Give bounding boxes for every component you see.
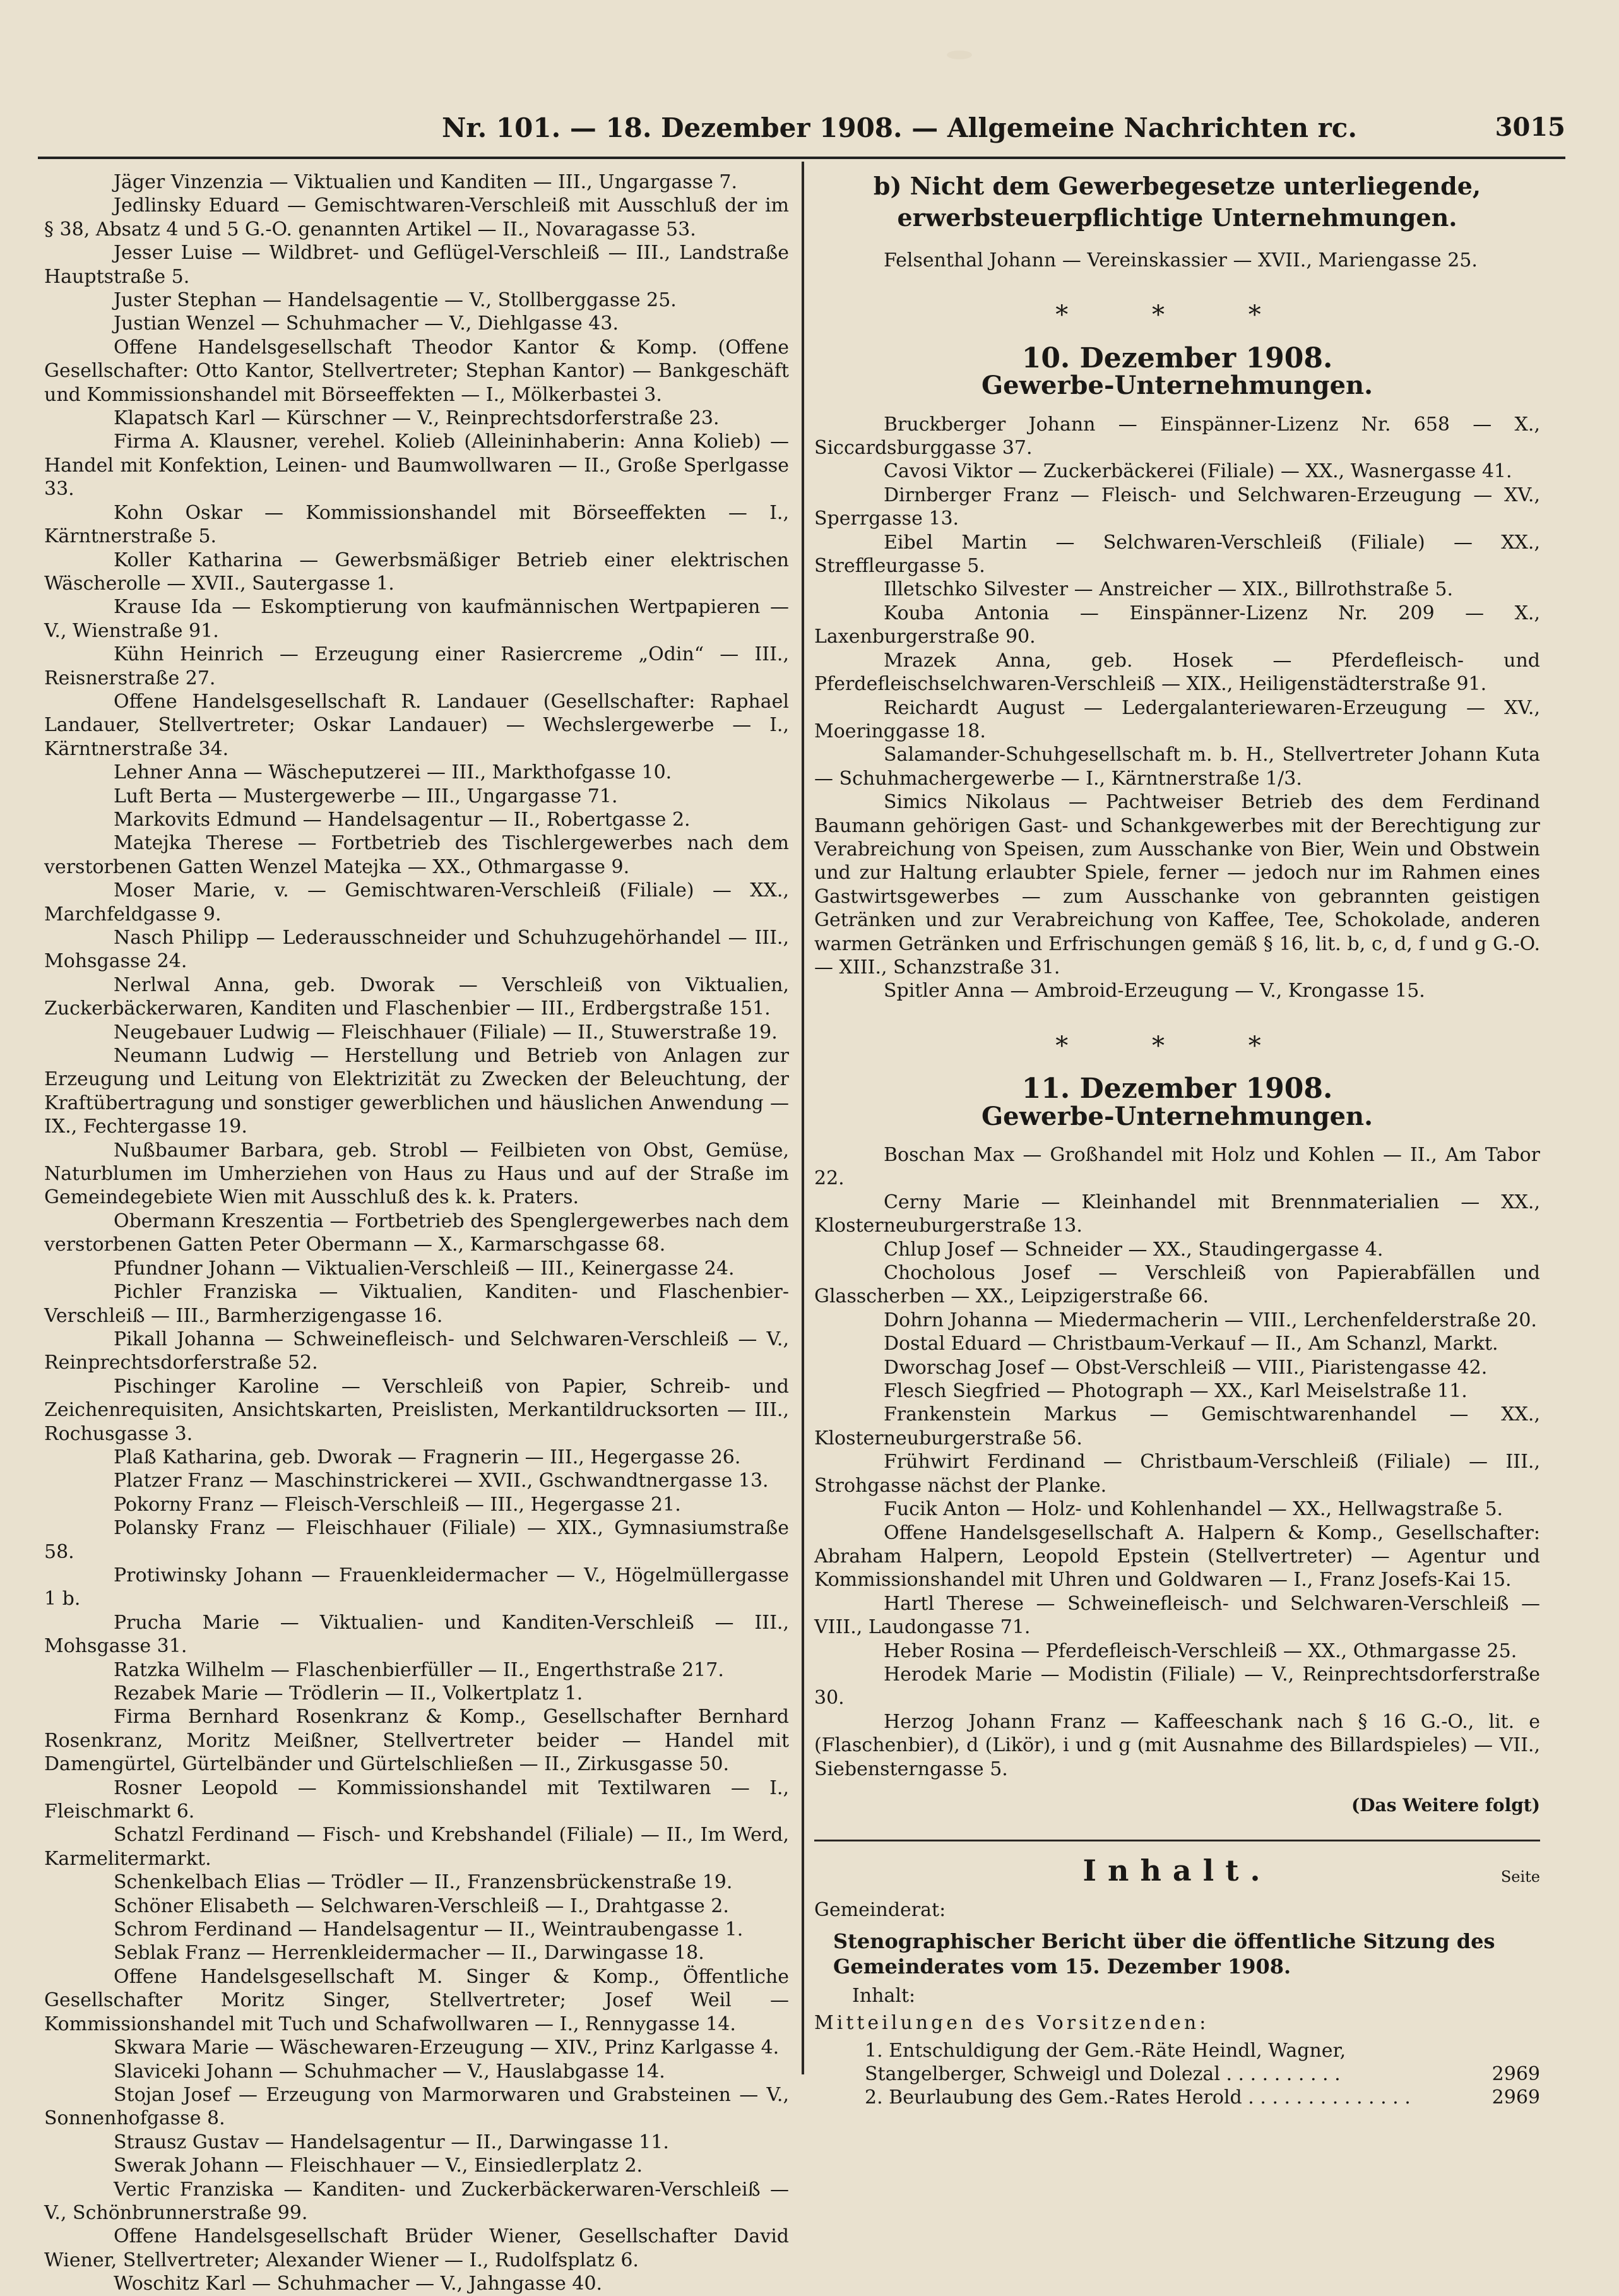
inhalt-header	[814, 1853, 1540, 1894]
list-entry: Offene Handelsgesellschaft A. Halpern & Komp., Gesellschafter: Abraham Halpern, Leopold Epstein (Stellvertreter) — Agentur und Kommissionshandel mit Uhren und Goldwaren — I., Franz Josefs-Kai 15.	[814, 1521, 1540, 1591]
list-entry: Luft Berta — Mustergewerbe — III., Ungargasse 71.	[114, 785, 618, 807]
list-entry: Nußbaumer Barbara, geb. Strobl — Feilbieten von Obst, Gemüse, Naturblumen im Umherziehen von Haus zu Haus und auf der Straße im Gemeindegebiete Wien mit Ausschluß des k. k. Praters.	[44, 1139, 789, 1209]
list-entry: Kohn Oskar — Kommissionshandel mit Börseeffekten — I., Kärntnerstraße 5.	[44, 501, 789, 548]
list-entry: Jesser Luise — Wildbret- und Geflügel-Verschleiß — III., Landstraße Hauptstraße 5.	[44, 242, 789, 288]
list-entry: Pfundner Johann — Viktualien-Verschleiß — III., Keinergasse 24.	[114, 1257, 735, 1280]
list-entry: Obermann Kreszentia — Fortbetrieb des Spenglergewerbes nach dem verstorbenen Gatten Peter Obermann — X., Karmarschgasse 68.	[44, 1210, 789, 1256]
list-entry: Bruckberger Johann — Einspänner-Lizenz Nr. 658 — X., Siccardsburggasse 37.	[814, 413, 1540, 460]
list-entry: Offene Handelsgesellschaft Theodor Kantor & Komp. (Offene Gesellschafter: Otto Kantor, Stellvertreter; Stephan Kantor) — Bankgeschäft und Kommissionshandel mit Börseeffekten — I., Mölkerbastei 3.	[44, 336, 789, 406]
list-entry: Dohrn Johanna — Miedermacherin — VIII., Lerchenfelderstraße 20.	[884, 1309, 1537, 1331]
list-entry: Rosner Leopold — Kommissionshandel mit Textilwaren — I., Fleischmarkt 6.	[44, 1776, 789, 1823]
list-entry: Krause Ida — Eskomptierung von kaufmännischen Wertpapieren — V., Wienstraße 91.	[44, 596, 789, 642]
toc-item-page: 2969	[1491, 2086, 1540, 2109]
list-entry: Jedlinsky Eduard — Gemischtwaren-Verschleiß mit Ausschluß der im § 38, Absatz 4 und 5 G.-O. genannten Artikel — II., Novaragasse 53.	[44, 194, 789, 241]
list-entry: Chlup Josef — Schneider — XX., Staudingergasse 4.	[884, 1238, 1384, 1261]
list-entry: Polansky Franz — Fleischhauer (Filiale) — XIX., Gymnasiumstraße 58.	[44, 1517, 789, 1563]
list-entry: Pikall Johanna — Schweinefleisch- und Selchwaren-Verschleiß — V., Reinprechtsdorferstraße 52.	[44, 1328, 789, 1374]
date-heading-11: 11. Dezember 1908.	[1021, 1073, 1333, 1105]
toc-item-text: 1. Entschuldigung der Gem.-Räte Heindl, Wagner, Stangelberger, Schweigl und Dolezal . . . . . . . . . .	[865, 2039, 1346, 2085]
list-entry: Stojan Josef — Erzeugung von Marmorwaren und Grabsteinen — V., Sonnenhofgasse 8.	[44, 2083, 789, 2130]
list-entry: Matejka Therese — Fortbetrieb des Tischlergewerbes nach dem verstorbenen Gatten Wenzel Matejka — XX., Othmargasse 9.	[44, 832, 789, 878]
toc-item-text: 2. Beurlaubung des Gem.-Rates Herold . . . . . . . . . . . . . .	[865, 2086, 1411, 2109]
list-entry: Dirnberger Franz — Fleisch- und Selchwaren-Erzeugung — XV., Sperrgasse 13.	[814, 484, 1540, 530]
list-entry: Chocholous Josef — Verschleiß von Papierabfällen und Glasscherben — XX., Leipzigerstraße 66.	[814, 1262, 1540, 1308]
list-entry: Nerlwal Anna, geb. Dworak — Verschleiß von Viktualien, Zuckerbäckerwaren, Kanditen und Flaschenbier — III., Erdbergstraße 151.	[44, 973, 789, 1020]
section-b-heading: b) Nicht dem Gewerbegesetze unterliegende, erwerbsteuerpflichtige Unternehmungen.	[873, 172, 1481, 232]
list-entry: Simics Nikolaus — Pachtweiser Betrieb des dem Ferdinand Baumann gehörigen Gast- und Schankgewerbes mit der Berechtigung zur Verabreichung von Speisen, zum Ausschanke von Bier, Wein und Obstwein und zur Haltung erlaubter Spiele, ferner — jedoch nur im Rahmen eines Gastwirtsgewerbes — zum Ausschanke von gebrannten geistigen Getränken und zur Verabreichung von Kaffee, Tee, Schokolade, anderen warmen Getränken und Erfrischungen gemäß § 16, lit. b, c, d, f und g G.-O. — XIII., Schanzstraße 31.	[814, 791, 1540, 978]
separator-stars-2: * * *	[1055, 1031, 1299, 1061]
list-entry: Cerny Marie — Kleinhandel mit Brennmaterialien — XX., Klosterneuburgerstraße 13.	[814, 1191, 1540, 1237]
inhalt-label: Inhalt:	[852, 1984, 916, 2007]
seite-label: Seite	[1500, 1868, 1540, 1886]
page-number: 3015	[1495, 112, 1565, 142]
list-entry: Spitler Anna — Ambroid-Erzeugung — V., Krongasse 15.	[884, 980, 1425, 1002]
list-entry: Ratzka Wilhelm — Flaschenbierfüller — II., Engerthstraße 217.	[114, 1658, 724, 1681]
left-column	[44, 170, 789, 2296]
list-entry: Neugebauer Ludwig — Fleischhauer (Filiale) — II., Stuwerstraße 19.	[114, 1021, 778, 1044]
column-divider	[802, 162, 804, 2074]
toc-item	[865, 2039, 1540, 2086]
right-column	[814, 170, 1540, 2110]
list-entry: Jäger Vinzenzia — Viktualien und Kanditen — III., Ungargasse 7.	[114, 171, 738, 193]
list-entry: Firma Bernhard Rosenkranz & Komp., Gesellschafter Bernhard Rosenkranz, Moritz Meißner, Stellvertreter beider — Handel mit Damengürtel, Gürtelbänder und Gürtelschließen — II., Zirkusgasse 50.	[44, 1706, 789, 1776]
list-entry: Schöner Elisabeth — Selchwaren-Verschleiß — I., Drahtgasse 2.	[114, 1894, 729, 1917]
bericht-title: Stenographischer Bericht über die öffentliche Sitzung des Gemeinderates vom 15. Dezember 1908.	[833, 1929, 1495, 1978]
list-entry: Justian Wenzel — Schuhmacher — V., Diehlgasse 43.	[114, 312, 619, 335]
list-entry: Swerak Johann — Fleischhauer — V., Einsiedlerplatz 2.	[114, 2155, 643, 2177]
list-entry: Cavosi Viktor — Zuckerbäckerei (Filiale) — XX., Wasnergasse 41.	[884, 460, 1512, 483]
list-entry: Vertic Franziska — Kanditen- und Zuckerbäckerwaren-Verschleiß — V., Schönbrunnerstraße 99.	[44, 2178, 789, 2224]
section-b-list	[814, 249, 1540, 272]
gewerbe-heading-10: Gewerbe-Unternehmungen.	[981, 371, 1373, 401]
list-entry: Offene Handelsgesellschaft M. Singer & Komp., Öffentliche Gesellschafter Moritz Singer, Stellvertreter; Josef Weil — Kommissionshandel mit Tuch und Schafwollwaren — I., Rennygasse 14.	[44, 1965, 789, 2035]
list-entry: Heber Rosina — Pferdefleisch-Verschleiß — XX., Othmargasse 25.	[884, 1639, 1517, 1662]
list-entry: Rezabek Marie — Trödlerin — II., Volkertplatz 1.	[114, 1682, 583, 1704]
list-entry: Boschan Max — Großhandel mit Holz und Kohlen — II., Am Tabor 22.	[814, 1144, 1540, 1190]
paper-spot	[947, 51, 972, 59]
list-entry: Seblak Franz — Herrenkleidermacher — II., Darwingasse 18.	[114, 1942, 704, 1965]
gemeinderat-label: Gemeinderat:	[814, 1899, 946, 1922]
list-entry: Neumann Ludwig — Herstellung und Betrieb von Anlagen zur Erzeugung und Leitung von Elektrizität zu Zwecken der Beleuchtung, der Kraftübertragung und sonstiger gewerblichen und häuslichen Anwendung — IX., Fechtergasse 19.	[44, 1045, 789, 1138]
list-entry: Strausz Gustav — Handelsagentur — II., Darwingasse 11.	[114, 2131, 669, 2153]
list-entry: Klapatsch Karl — Kürschner — V., Reinprechtsdorferstraße 23.	[114, 407, 720, 430]
list-entry: Flesch Siegfried — Photograph — XX., Karl Meiselstraße 11.	[884, 1380, 1468, 1403]
page-header	[38, 106, 1565, 159]
inhalt-rule	[814, 1840, 1540, 1841]
list-entry: Frankenstein Markus — Gemischtwarenhandel — XX., Klosterneuburgerstraße 56.	[814, 1403, 1540, 1449]
list-entry: Platzer Franz — Maschinstrickerei — XVII., Gschwandtnergasse 13.	[114, 1470, 769, 1492]
list-entry: Mrazek Anna, geb. Hosek — Pferdefleisch- und Pferdefleischselchwaren-Verschleiß — XIX., Heiligenstädterstraße 91.	[814, 649, 1540, 696]
entries-10-list	[814, 413, 1540, 1003]
list-entry: Juster Stephan — Handelsagentie — V., Stollberggasse 25.	[114, 289, 677, 312]
list-entry: Hartl Therese — Schweinefleisch- und Selchwaren-Verschleiß — VIII., Laudongasse 71.	[814, 1592, 1540, 1639]
list-entry: Kouba Antonia — Einspänner-Lizenz Nr. 209 — X., Laxenburgerstraße 90.	[814, 602, 1540, 648]
list-entry: Lehner Anna — Wäscheputzerei — III., Markthofgasse 10.	[114, 761, 672, 784]
list-entry: Skwara Marie — Wäschewaren-Erzeugung — XIV., Prinz Karlgasse 4.	[114, 2037, 780, 2059]
continued-note: (Das Weitere folgt)	[1351, 1794, 1540, 1816]
list-entry: Schrom Ferdinand — Handelsagentur — II., Weintraubengasse 1.	[114, 1918, 744, 1941]
list-entry: Dostal Eduard — Christbaum-Verkauf — II., Am Schanzl, Markt.	[884, 1333, 1498, 1355]
list-entry: Woschitz Karl — Schuhmacher — V., Jahngasse 40.	[114, 2273, 603, 2295]
list-entry: Kühn Heinrich — Erzeugung einer Rasiercreme „Odin“ — III., Reisnerstraße 27.	[44, 643, 789, 689]
list-entry: Prucha Marie — Viktualien- und Kanditen-Verschleiß — III., Mohsgasse 31.	[44, 1611, 789, 1658]
mitteilungen-label: Mitteilungen des Vorsitzenden:	[814, 2012, 1209, 2035]
list-entry: Salamander-Schuhgesellschaft m. b. H., Stellvertreter Johann Kuta — Schuhmachergewerbe — I., Kärntnerstraße 1/3.	[814, 744, 1540, 790]
list-entry: Slaviceki Johann — Schuhmacher — V., Hauslabgasse 14.	[114, 2060, 665, 2083]
list-entry: Nasch Philipp — Lederausschneider und Schuhzugehörhandel — III., Mohsgasse 24.	[44, 927, 789, 973]
list-entry: Schenkelbach Elias — Trödler — II., Franzensbrückenstraße 19.	[114, 1871, 733, 1894]
toc-item-page: 2969	[1491, 2063, 1540, 2085]
list-entry: Eibel Martin — Selchwaren-Verschleiß (Filiale) — XX., Streffleurgasse 5.	[814, 531, 1540, 578]
list-entry: Fucik Anton — Holz- und Kohlenhandel — XX., Hellwagstraße 5.	[884, 1498, 1503, 1521]
list-entry: Schatzl Ferdinand — Fisch- und Krebshandel (Filiale) — II., Im Werd, Karmelitermarkt.	[44, 1824, 789, 1870]
toc-item	[865, 2086, 1540, 2109]
list-entry: Dworschag Josef — Obst-Verschleiß — VIII., Piaristengasse 42.	[884, 1356, 1488, 1379]
list-entry: Felsenthal Johann — Vereinskassier — XVII., Mariengasse 25.	[884, 249, 1478, 271]
list-entry: Koller Katharina — Gewerbsmäßiger Betrieb einer elektrischen Wäscherolle — XVII., Sautergasse 1.	[44, 549, 789, 595]
list-entry: Pokorny Franz — Fleisch-Verschleiß — III., Hegergasse 21.	[114, 1493, 681, 1516]
list-entry: Markovits Edmund — Handelsagentur — II., Robertgasse 2.	[114, 808, 691, 831]
list-entry: Offene Handelsgesellschaft R. Landauer (Gesellschafter: Raphael Landauer, Stellvertreter; Oskar Landauer) — Wechslergewerbe — I., Kärntnerstraße 34.	[44, 690, 789, 760]
inhalt-title: Inhalt.	[1082, 1853, 1272, 1888]
list-entry: Plaß Katharina, geb. Dworak — Fragnerin — III., Hegergasse 26.	[114, 1446, 741, 1468]
list-entry: Herodek Marie — Modistin (Filiale) — V., Reinprechtsdorferstraße 30.	[814, 1663, 1540, 1710]
list-entry: Frühwirt Ferdinand — Christbaum-Verschleiß (Filiale) — III., Strohgasse nächst der Planke.	[814, 1451, 1540, 1497]
entries-11-list	[814, 1143, 1540, 1781]
date-heading-10: 10. Dezember 1908.	[1021, 342, 1333, 374]
separator-stars: * * *	[1055, 300, 1299, 330]
list-entry: Firma A. Klausner, verehel. Kolieb (Alleininhaberin: Anna Kolieb) — Handel mit Konfektion, Leinen- und Baumwollwaren — II., Große Sperlgasse 33.	[44, 431, 789, 501]
header-title: Nr. 101. — 18. Dezember 1908. — Allgemeine Nachrichten rc.	[442, 112, 1357, 143]
list-entry: Protiwinsky Johann — Frauenkleidermacher — V., Högelmüllergasse 1 b.	[44, 1564, 789, 1610]
list-entry: Illetschko Silvester — Anstreicher — XIX., Billrothstraße 5.	[884, 578, 1454, 601]
list-entry: Pischinger Karoline — Verschleiß von Papier, Schreib- und Zeichenrequisiten, Ansichtskarten, Preislisten, Merkantildrucksorten — III., Rochusgasse 3.	[44, 1375, 789, 1445]
list-entry: Offene Handelsgesellschaft Brüder Wiener, Gesellschafter David Wiener, Stellvertreter; Alexander Wiener — I., Rudolfsplatz 6.	[44, 2225, 789, 2271]
gewerbe-heading-11: Gewerbe-Unternehmungen.	[981, 1101, 1373, 1131]
list-entry: Reichardt August — Ledergalanteriewaren-Erzeugung — XV., Moeringgasse 18.	[814, 696, 1540, 742]
list-entry: Herzog Johann Franz — Kaffeeschank nach § 16 G.-O., lit. e (Flaschenbier), d (Likör), i und g (mit Ausnahme des Billardspieles) — VII., Siebensterngasse 5.	[814, 1710, 1540, 1780]
list-entry: Pichler Franziska — Viktualien, Kanditen- und Flaschenbier-Verschleiß — III., Barmherzigengasse 16.	[44, 1281, 789, 1327]
list-entry: Moser Marie, v. — Gemischtwaren-Verschleiß (Filiale) — XX., Marchfeldgasse 9.	[44, 879, 789, 925]
